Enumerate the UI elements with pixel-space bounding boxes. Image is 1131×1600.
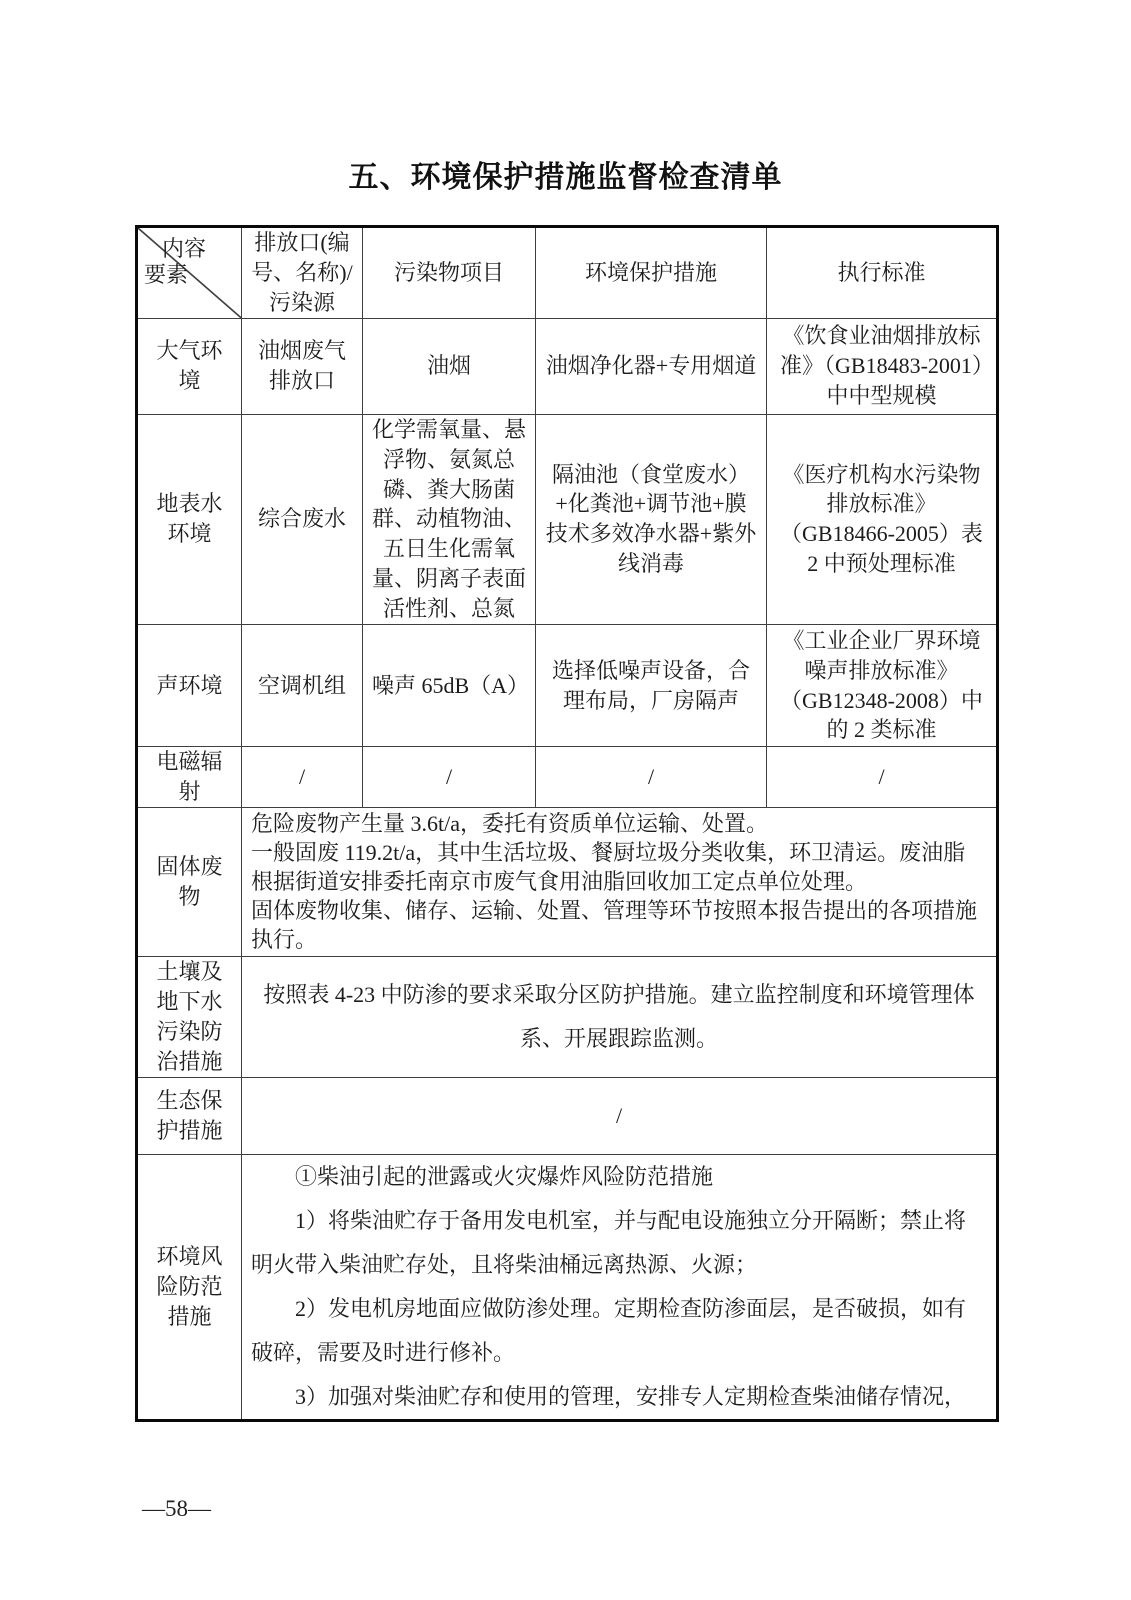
solid-waste-paragraph: 一般固废 119.2t/a，其中生活垃圾、餐厨垃圾分类收集，环卫清运。废油脂根据街道安排委托南京市废气食用油脂回收加工定点单位处理。 xyxy=(251,840,966,895)
cell-noise-pollutant: 噪声 65dB（A） xyxy=(363,625,536,747)
cell-water-measure: 隔油池（食堂废水）+化粪池+调节池+膜技术多效净水器+紫外线消毒 xyxy=(536,414,767,624)
row-label-soil-groundwater: 土壤及地下水污染防治措施 xyxy=(137,956,242,1077)
table-row-surface-water xyxy=(137,414,998,624)
risk-paragraph: 1）将柴油贮存于备用发电机室，并与配电设施独立分开隔断；禁止将明火带入柴油贮存处，且将柴油桶远离热源、火源； xyxy=(251,1207,967,1277)
cell-atmosphere-outlet: 油烟废气排放口 xyxy=(242,318,363,414)
risk-paragraph: 3）加强对柴油贮存和使用的管理，安排专人定期检查柴油储存情况， xyxy=(295,1383,967,1409)
table-row-atmosphere xyxy=(137,318,998,414)
cell-noise-measure: 选择低噪声设备，合理布局，厂房隔声 xyxy=(536,625,767,747)
header-outlet: 排放口(编号、名称)/污染源 xyxy=(242,227,363,319)
header-measure: 环境保护措施 xyxy=(536,227,767,319)
cell-risk-content xyxy=(242,1154,998,1420)
supervision-checklist-table xyxy=(135,225,999,1422)
row-label-electromagnetic: 电磁辐射 xyxy=(137,747,242,808)
page-title: 五、环境保护措施监督检查清单 xyxy=(348,161,783,194)
table-row-environmental-risk xyxy=(137,1154,998,1420)
cell-noise-outlet: 空调机组 xyxy=(242,625,363,747)
corner-header-element-label: 要素 xyxy=(144,262,189,287)
row-label-atmosphere: 大气环境 xyxy=(137,318,242,414)
row-label-environmental-risk: 环境风险防范措施 xyxy=(137,1154,242,1420)
cell-em-outlet: / xyxy=(242,747,363,808)
cell-water-outlet: 综合废水 xyxy=(242,414,363,624)
page-number: —58— xyxy=(142,1496,211,1521)
cell-em-standard: / xyxy=(767,747,998,808)
row-label-solid-waste: 固体废物 xyxy=(137,807,242,956)
cell-water-standard: 《医疗机构水污染物排放标准》（GB18466-2005）表 2 中预处理标准 xyxy=(767,414,998,624)
header-pollutant: 污染物项目 xyxy=(363,227,536,319)
table-row-electromagnetic xyxy=(137,747,998,808)
row-label-noise: 声环境 xyxy=(137,625,242,747)
risk-paragraph: 2）发电机房地面应做防渗处理。定期检查防渗面层，是否破损，如有破碎，需要及时进行修补。 xyxy=(251,1295,967,1365)
cell-ecology-content: / xyxy=(242,1077,998,1154)
corner-header-content-label: 内容 xyxy=(162,236,207,261)
cell-atmosphere-pollutant: 油烟 xyxy=(363,318,536,414)
row-label-ecology: 生态保护措施 xyxy=(137,1077,242,1154)
row-label-surface-water: 地表水环境 xyxy=(137,414,242,624)
solid-waste-paragraph: 固体废物收集、储存、运输、处置、管理等环节按照本报告提出的各项措施执行。 xyxy=(251,898,978,953)
table-row-soil-groundwater xyxy=(137,956,998,1077)
table-row-solid-waste xyxy=(137,807,998,956)
table-row-noise xyxy=(137,625,998,747)
cell-water-pollutant: 化学需氧量、悬浮物、氨氮总磷、粪大肠菌群、动植物油、五日生化需氧量、阴离子表面活性剂、总氮 xyxy=(363,414,536,624)
cell-noise-standard: 《工业企业厂界环境噪声排放标准》（GB12348-2008）中的 2 类标准 xyxy=(767,625,998,747)
cell-em-measure: / xyxy=(536,747,767,808)
table-row-ecology xyxy=(137,1077,998,1154)
cell-atmosphere-measure: 油烟净化器+专用烟道 xyxy=(536,318,767,414)
corner-header-cell xyxy=(137,227,242,319)
risk-paragraph: ①柴油引起的泄露或火灾爆炸风险防范措施 xyxy=(295,1163,714,1189)
cell-atmosphere-standard: 《饮食业油烟排放标准》（GB18483-2001）中中型规模 xyxy=(767,318,998,414)
solid-waste-paragraph: 危险废物产生量 3.6t/a，委托有资质单位运输、处置。 xyxy=(251,811,768,837)
header-standard: 执行标准 xyxy=(767,227,998,319)
cell-em-pollutant: / xyxy=(363,747,536,808)
table-header-row xyxy=(137,227,998,319)
cell-solid-waste-content xyxy=(242,807,998,956)
cell-soil-content: 按照表 4-23 中防渗的要求采取分区防护措施。建立监控制度和环境管理体系、开展跟踪监测。 xyxy=(242,956,998,1077)
